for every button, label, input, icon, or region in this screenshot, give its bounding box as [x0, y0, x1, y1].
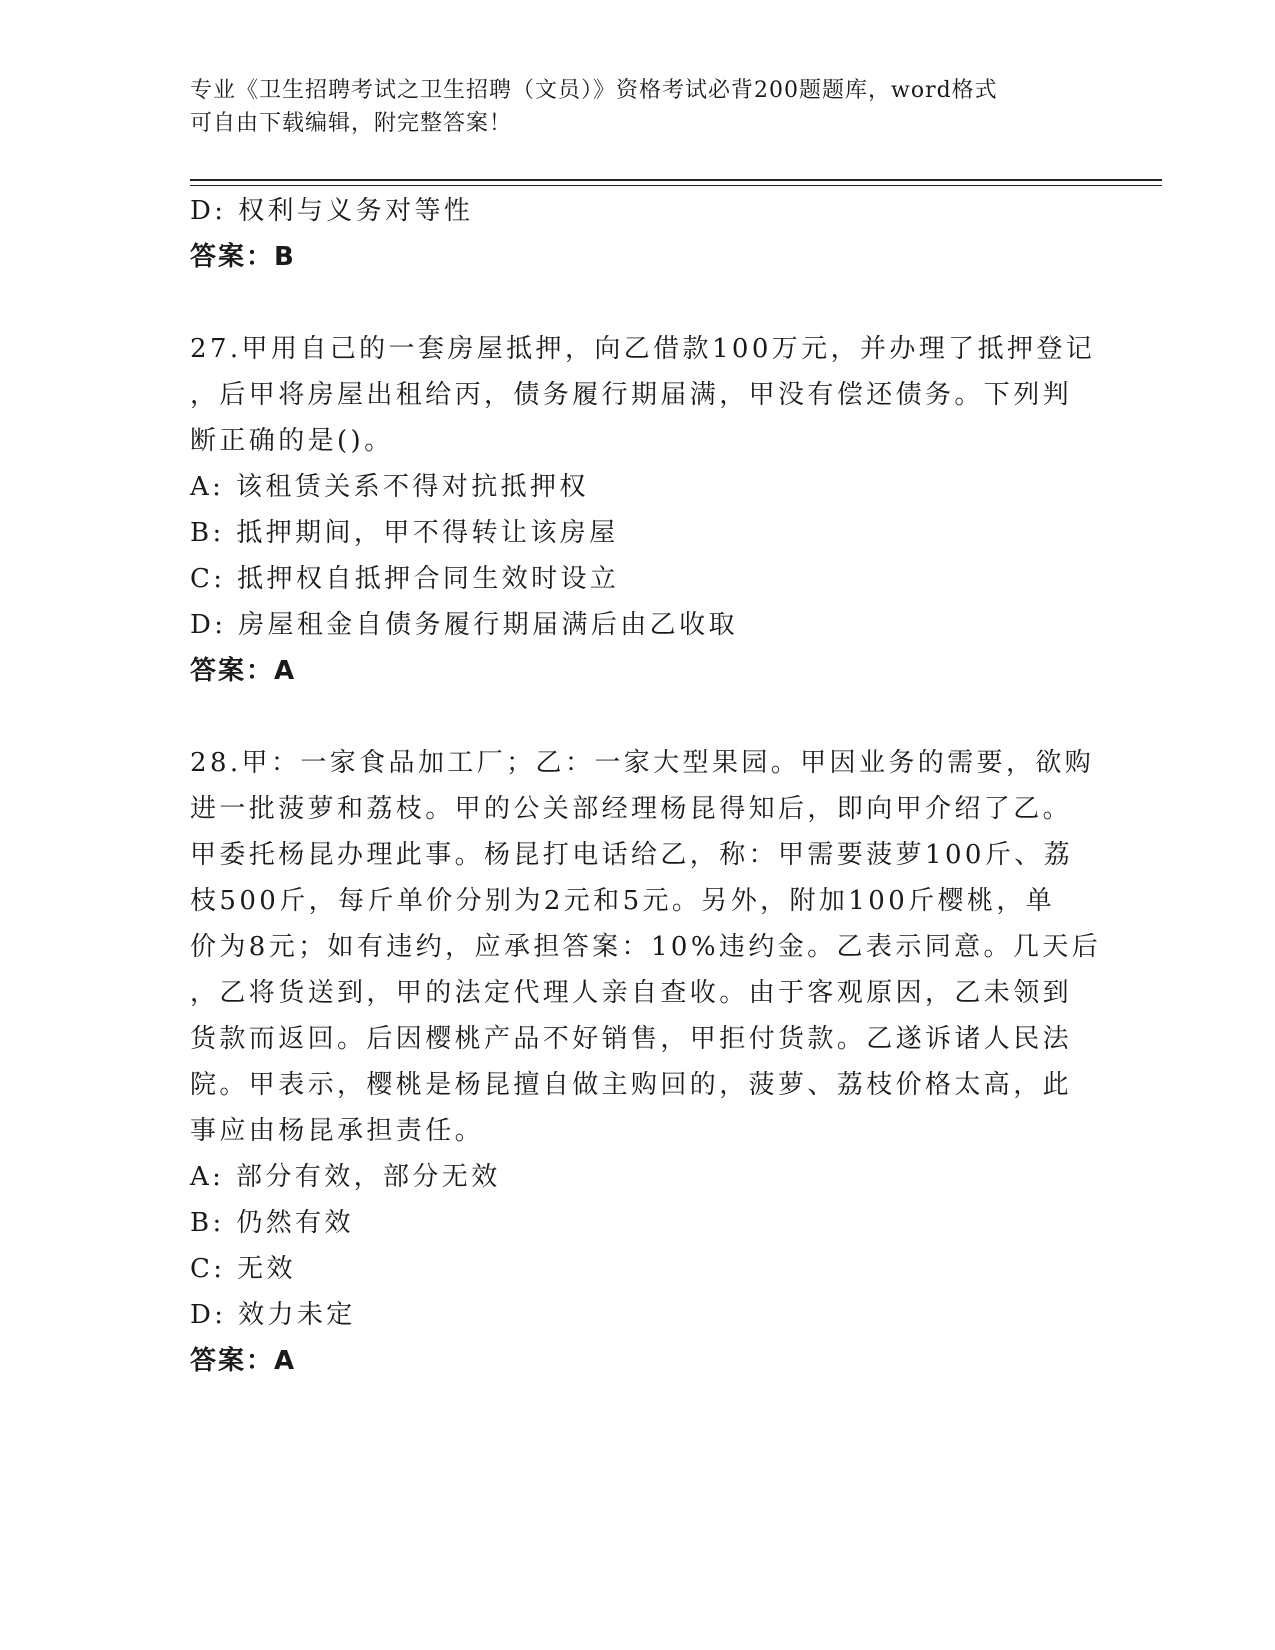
answer-label: 答案：A [190, 1346, 297, 1376]
spacer [190, 694, 1090, 740]
option-d: D: 房屋租金自债务履行期届满后由乙收取 [190, 610, 738, 640]
option-c: C: 无效 [190, 1254, 296, 1284]
question-stem-line: 枝500斤，每斤单价分别为2元和5元。另外，附加100斤樱桃，单 [190, 886, 1056, 916]
header-line-2: 可自由下载编辑，附完整答案！ [190, 111, 513, 136]
option-a: A: 该租赁关系不得对抗抵押权 [190, 472, 589, 502]
answer-label: 答案：B [190, 242, 296, 272]
option-b: B: 仍然有效 [190, 1208, 354, 1238]
document-body [190, 188, 1102, 1384]
question-stem-line: 进一批菠萝和荔枝。甲的公关部经理杨昆得知后，即向甲介绍了乙。 [190, 794, 1073, 824]
header-line-1: 专业《卫生招聘考试之卫生招聘（文员）》资格考试必背200题题库，word格式 [190, 78, 998, 103]
header-divider [190, 179, 1162, 186]
answer-label: 答案：A [190, 656, 297, 686]
question-block-27 [190, 326, 1096, 694]
option-c: C: 抵押权自抵押合同生效时设立 [190, 564, 620, 594]
question-stem-line: 价为8元；如有违约，应承担答案：10%违约金。乙表示同意。几天后 [190, 932, 1102, 962]
question-stem-line: 院。甲表示，樱桃是杨昆擅自做主购回的，菠萝、荔枝价格太高，此 [190, 1070, 1073, 1100]
question-block-prev [190, 188, 1090, 280]
document-header [190, 74, 1080, 140]
option-a: A: 部分有效，部分无效 [190, 1162, 501, 1192]
spacer [190, 280, 1090, 326]
option-d: D: 权利与义务对等性 [190, 196, 474, 226]
option-d: D: 效力未定 [190, 1300, 356, 1330]
option-b: B: 抵押期间，甲不得转让该房屋 [190, 518, 619, 548]
question-stem-line: 28.甲：一家食品加工厂；乙：一家大型果园。甲因业务的需要，欲购 [190, 748, 1095, 778]
question-stem-line: ，乙将货送到，甲的法定代理人亲自查收。由于客观原因，乙未领到 [190, 978, 1073, 1008]
question-stem-line: 事应由杨昆承担责任。 [190, 1116, 485, 1146]
question-stem-line: 甲委托杨昆办理此事。杨昆打电话给乙，称：甲需要菠萝100斤、荔 [190, 840, 1074, 870]
question-block-28 [190, 740, 1102, 1384]
question-stem-line: 断正确的是()。 [190, 426, 394, 456]
question-stem-line: 货款而返回。后因樱桃产品不好销售，甲拒付货款。乙遂诉诸人民法 [190, 1024, 1073, 1054]
question-stem-line: ，后甲将房屋出租给丙，债务履行期届满，甲没有偿还债务。下列判 [190, 380, 1073, 410]
question-stem-line: 27.甲用自己的一套房屋抵押，向乙借款100万元，并办理了抵押登记 [190, 334, 1096, 364]
